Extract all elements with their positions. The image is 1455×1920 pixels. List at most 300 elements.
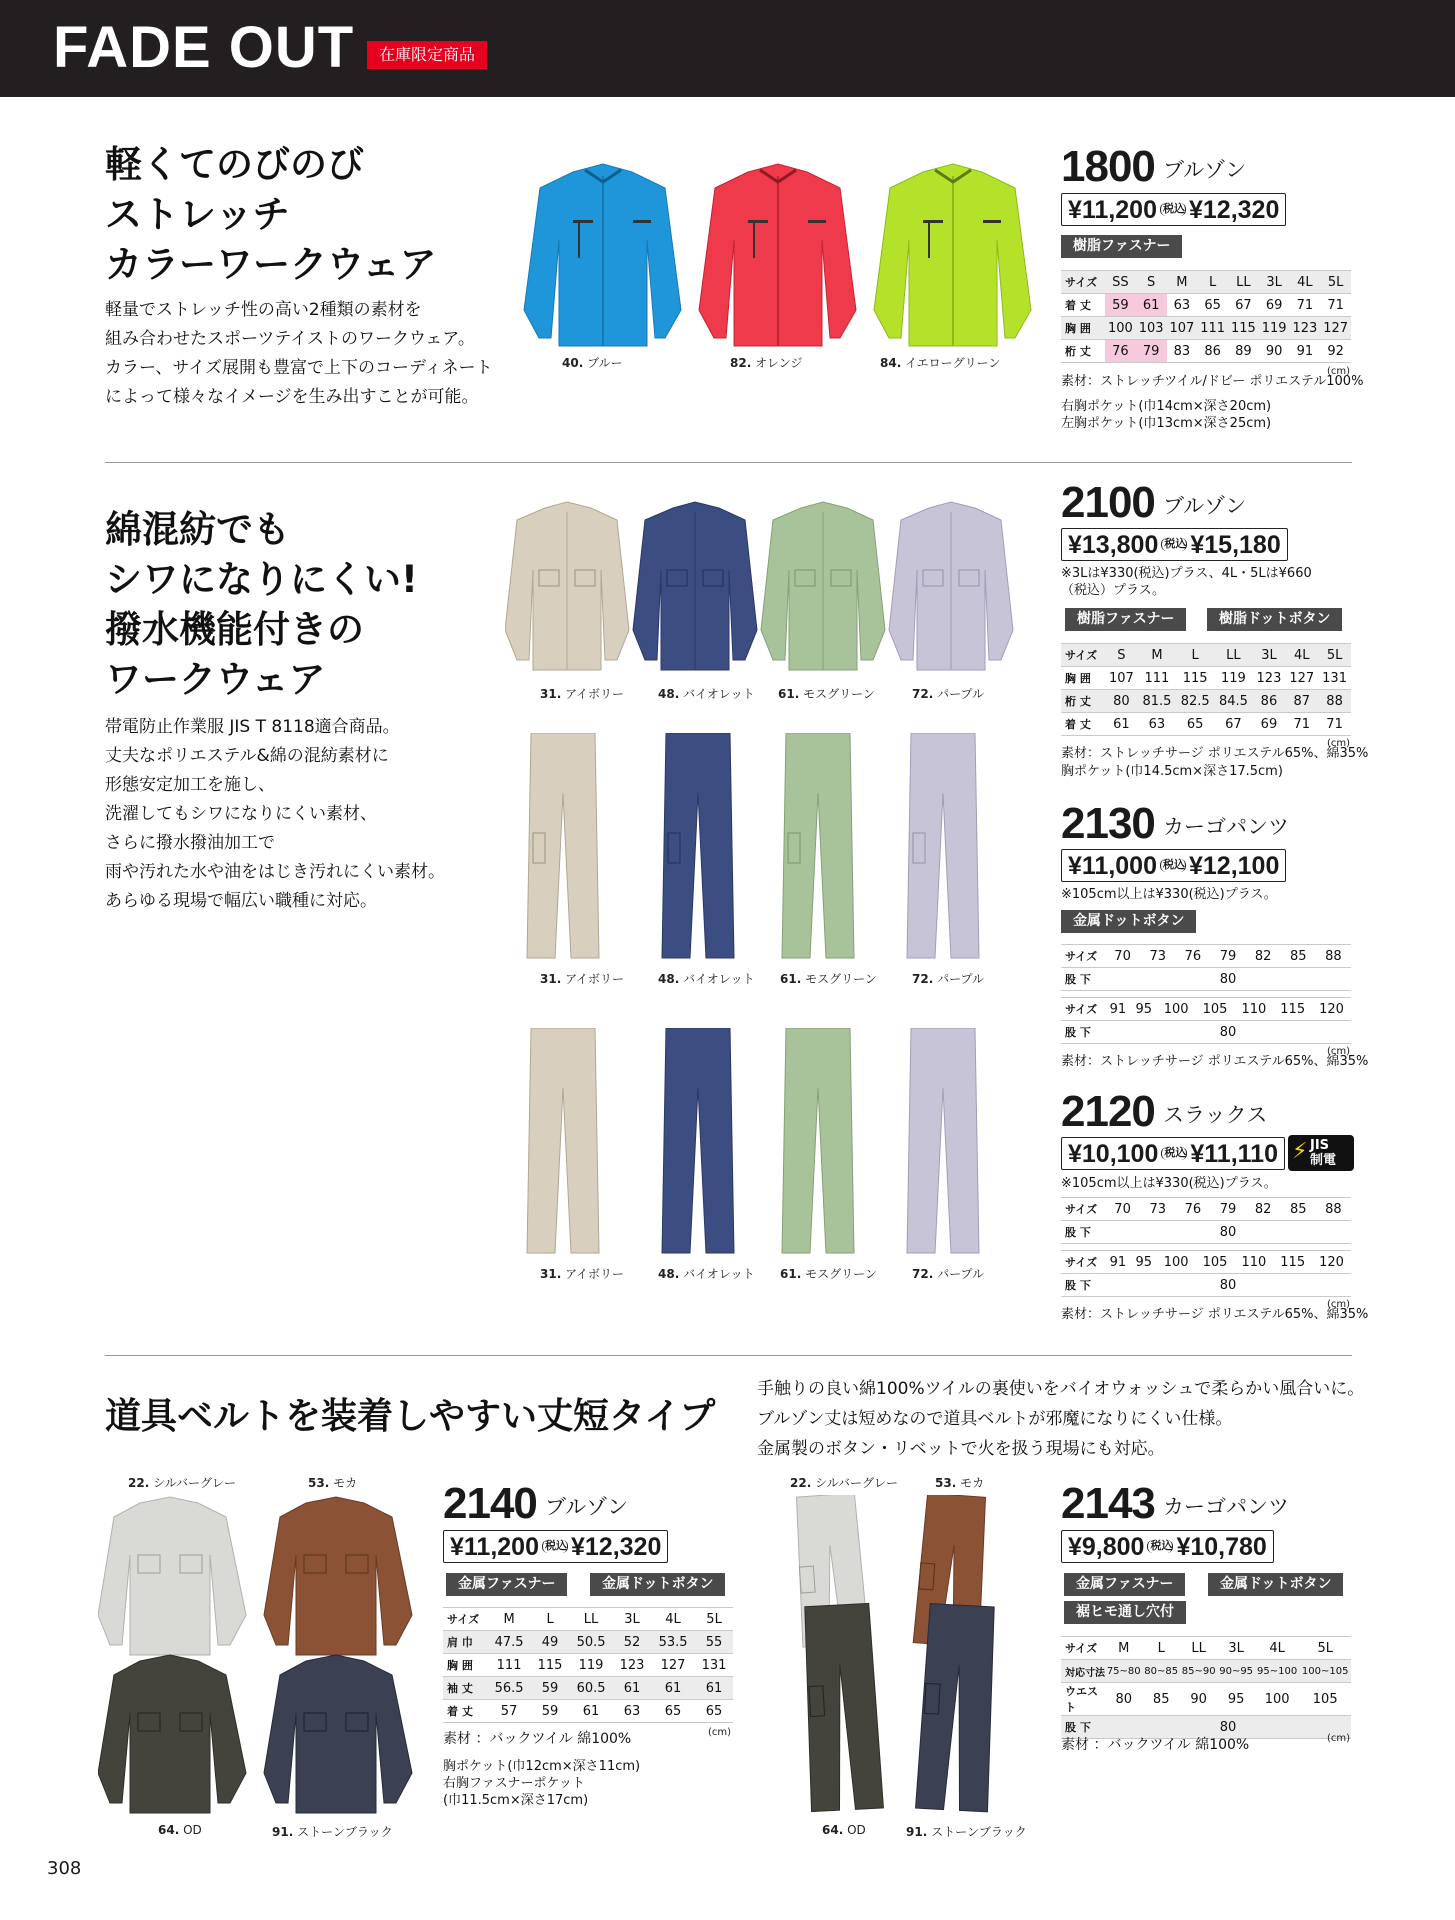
cell: 110 [1234, 998, 1273, 1021]
cell: 80 [1105, 1683, 1142, 1716]
cell: 85 [1281, 1198, 1316, 1221]
swatch-num: 53. [935, 1476, 957, 1490]
model-number: 2130 [1061, 799, 1155, 848]
price-box [443, 1530, 668, 1563]
price: ¥11,200 [450, 1532, 539, 1561]
swatch-num: 31. [540, 1267, 562, 1281]
price-note: ※105cm以上は¥330(税込)プラス。 [1061, 1176, 1277, 1191]
cell: 61 [1105, 713, 1138, 736]
price-note [1061, 565, 1312, 599]
swatch-label [308, 1474, 357, 1491]
brand-title: FADE OUT [53, 15, 355, 80]
cell: 89 [1228, 340, 1259, 363]
cell: LL [1214, 644, 1252, 667]
section1-headline [105, 140, 437, 290]
cell: 65 [651, 1700, 695, 1723]
material-text: 素材：ストレッチサージ ポリエステル65%、綿35% [1061, 1307, 1369, 1322]
cell: 股 下 [1061, 968, 1105, 991]
cell: サイズ [1061, 644, 1105, 667]
swatch-num: 61. [780, 1267, 802, 1281]
table-row [443, 1654, 733, 1677]
cell: 100 [1157, 1251, 1196, 1274]
body-line: 軽量でストレッチ性の高い2種類の素材を [105, 300, 422, 320]
cell: 61 [569, 1700, 613, 1723]
swatch-label [912, 970, 984, 987]
cell: 90 [1180, 1683, 1217, 1716]
cell: 95~100 [1255, 1660, 1300, 1683]
cell: 79 [1136, 340, 1167, 363]
swatch-label [562, 354, 623, 371]
unit-label: (cm) [1327, 366, 1351, 377]
cell: 86 [1253, 690, 1286, 713]
body-line: 組み合わせたスポーツテイストのワークウェア。 [105, 329, 475, 349]
swatch-name: モスグリーン [803, 687, 875, 701]
cell: 61 [1136, 294, 1167, 317]
cell: 105 [1196, 998, 1235, 1021]
swatch-num: 91. [272, 1825, 294, 1839]
jacket-silvergray [98, 1497, 246, 1655]
cell: 4L [651, 1608, 695, 1631]
cell: 115 [1273, 1251, 1312, 1274]
model-number: 2143 [1061, 1479, 1155, 1528]
slacks-purple [907, 1028, 979, 1253]
cell: 4L [1290, 271, 1321, 294]
cell: 79 [1210, 945, 1245, 968]
swatch-label [780, 970, 877, 987]
price-with-tax: ¥12,100 [1189, 851, 1280, 880]
cell: 127 [1320, 317, 1351, 340]
swatch-num: 72. [912, 687, 934, 701]
table-row [1061, 713, 1351, 736]
cell: 69 [1259, 294, 1290, 317]
table-row [1061, 1660, 1351, 1683]
material-text: 素材 ：バックツイル 綿100% [1061, 1737, 1250, 1753]
size-table-2120-a [1061, 1197, 1351, 1244]
cell: 91 [1105, 1251, 1131, 1274]
body-line: 丈夫なポリエステル&綿の混紡素材に [105, 746, 389, 766]
feature-tag: 金属ドットボタン [590, 1573, 725, 1596]
headline-line: 軽くてのびのび [105, 143, 364, 186]
lightning-icon: ⚡ [1292, 1139, 1308, 1164]
limited-stock-badge: 在庫限定商品 [367, 41, 487, 69]
cell: 71 [1320, 294, 1351, 317]
swatch-label [158, 1823, 202, 1837]
cell: 61 [695, 1677, 733, 1700]
cell: 85 [1142, 1683, 1179, 1716]
cell: 50.5 [569, 1631, 613, 1654]
model-number: 2140 [443, 1479, 537, 1528]
cell: サイズ [443, 1608, 487, 1631]
unit-label: (cm) [1327, 738, 1351, 749]
swatch-num: 64. [822, 1823, 844, 1837]
price: ¥11,200 [1068, 195, 1157, 224]
cell: 119 [1214, 667, 1252, 690]
cell: L [531, 1608, 569, 1631]
cell: 100 [1255, 1683, 1300, 1716]
swatch-label [540, 1265, 624, 1282]
cell: 71 [1318, 713, 1351, 736]
pants-stoneblack [916, 1603, 999, 1811]
material-text: 素材：ストレッチツイル/ドビー ポリエステル100% [1061, 374, 1364, 389]
cell: 100~105 [1299, 1660, 1351, 1683]
tax-label: 税込 [1161, 538, 1187, 551]
unit-label: (cm) [1327, 1733, 1351, 1744]
cell: 75~80 [1105, 1660, 1142, 1683]
feature-tag: 樹脂ドットボタン [1207, 608, 1342, 631]
swatch-name: アイボリー [565, 687, 625, 701]
swatch-name: OD [183, 1823, 202, 1837]
cell: L [1142, 1637, 1179, 1660]
note-line: (巾11.5cm×深さ17cm) [443, 1793, 589, 1808]
cell: M [1105, 1637, 1142, 1660]
cell: 81.5 [1138, 690, 1176, 713]
cell: 52 [613, 1631, 651, 1654]
swatch-label [658, 1265, 755, 1282]
table-row [1061, 690, 1351, 713]
tax-label: 税込 [1161, 1147, 1187, 1160]
swatch-label [730, 354, 803, 371]
intro-line: 手触りの良い綿100%ツイルの裏使いをバイオウォッシュで柔らかい風合いに。 [757, 1379, 1365, 1399]
cell: 股 下 [1061, 1274, 1105, 1297]
cell: 着 丈 [1061, 294, 1105, 317]
cargo-pants-mossgreen [782, 733, 854, 958]
price-with-tax: ¥12,320 [571, 1532, 662, 1561]
swatch-num: 82. [730, 356, 752, 370]
jacket-image-blue [515, 160, 690, 350]
size-table-2143 [1061, 1636, 1351, 1739]
table-row [1061, 945, 1351, 968]
cell: 59 [1105, 294, 1136, 317]
table-row [443, 1677, 733, 1700]
table-row [1061, 1683, 1351, 1716]
cell: 股 下 [1061, 1021, 1105, 1044]
cell: 91 [1290, 340, 1321, 363]
section2-body [105, 713, 445, 916]
tax-label: 税込 [1160, 203, 1186, 216]
swatch-num: 31. [540, 972, 562, 986]
cell: 65 [695, 1700, 733, 1723]
note-line: 左胸ポケット(巾13cm×深さ25cm) [1061, 416, 1272, 431]
cell: 79 [1210, 1198, 1245, 1221]
cell: 127 [651, 1654, 695, 1677]
material-text: 素材 ：バックツイル 綿100% [443, 1731, 632, 1747]
cell: 80 [1105, 968, 1351, 991]
size-table-2140 [443, 1607, 733, 1723]
cell: 5L [1299, 1637, 1351, 1660]
cell: 85~90 [1180, 1660, 1217, 1683]
cell: ウエスト [1061, 1683, 1105, 1716]
cell: M [1138, 644, 1176, 667]
model-number: 2120 [1061, 1087, 1155, 1136]
cell: LL [1228, 271, 1259, 294]
cell: 71 [1290, 294, 1321, 317]
swatch-num: 48. [658, 687, 680, 701]
cell: 103 [1136, 317, 1167, 340]
cell: 70 [1105, 1198, 1140, 1221]
feature-tag: 樹脂ファスナー [1065, 608, 1186, 631]
cell: 120 [1312, 998, 1351, 1021]
cell: 85 [1281, 945, 1316, 968]
note-line: 胸ポケット(巾12cm×深さ11cm) [443, 1759, 641, 1774]
price: ¥9,800 [1068, 1532, 1145, 1561]
cell: サイズ [1061, 945, 1105, 968]
cell: L [1197, 271, 1228, 294]
cell: 3L [1253, 644, 1286, 667]
cell: 127 [1285, 667, 1318, 690]
cell: 胸 囲 [443, 1654, 487, 1677]
cargo-pants-purple [907, 733, 979, 958]
swatch-label [658, 685, 755, 702]
cell: 63 [613, 1700, 651, 1723]
cell: 53.5 [651, 1631, 695, 1654]
swatch-name: パープル [937, 972, 985, 986]
page-number: 308 [47, 1858, 82, 1879]
cell: 105 [1299, 1683, 1351, 1716]
cell: 131 [1318, 667, 1351, 690]
table-row [1061, 317, 1351, 340]
table-row [1061, 340, 1351, 363]
cell: 対応寸法 [1061, 1660, 1105, 1683]
cell: 91 [1105, 998, 1131, 1021]
cell: 5L [1320, 271, 1351, 294]
jacket-moca [264, 1497, 412, 1655]
feature-tag: 金属ファスナー [1064, 1573, 1185, 1596]
jacket-ivory [505, 502, 629, 670]
model-number: 2100 [1061, 478, 1155, 527]
price: ¥13,800 [1068, 530, 1159, 559]
cell: 袖 丈 [443, 1677, 487, 1700]
cell: 73 [1140, 945, 1175, 968]
cell: 80 [1105, 690, 1138, 713]
jacket-purple [889, 502, 1013, 670]
swatch-label [128, 1474, 236, 1491]
swatch-num: 64. [158, 1823, 180, 1837]
cell: 82 [1246, 1198, 1281, 1221]
cell: 111 [1197, 317, 1228, 340]
cell: 60.5 [569, 1677, 613, 1700]
table-row [1061, 1221, 1351, 1244]
swatch-label [778, 685, 875, 702]
note-line: 右胸ファスナーポケット [443, 1776, 585, 1791]
cell: 65 [1197, 294, 1228, 317]
table-row [443, 1700, 733, 1723]
swatch-num: 72. [912, 1267, 934, 1281]
cell: 120 [1312, 1251, 1351, 1274]
table-row [1061, 1251, 1351, 1274]
cell: 49 [531, 1631, 569, 1654]
swatch-label [912, 1265, 984, 1282]
swatch-num: 48. [658, 972, 680, 986]
cell: 123 [1253, 667, 1286, 690]
cell: 胸 囲 [1061, 317, 1105, 340]
cell: 111 [487, 1654, 531, 1677]
table-row [1061, 644, 1351, 667]
cell: 123 [1290, 317, 1321, 340]
cell: 107 [1105, 667, 1138, 690]
swatch-name: パープル [937, 687, 985, 701]
swatch-num: 40. [562, 356, 584, 370]
size-table-2130-b [1061, 997, 1351, 1044]
cell: 131 [695, 1654, 733, 1677]
cell: 80 [1105, 1221, 1351, 1244]
price-box [1061, 193, 1286, 226]
size-table-2120-b [1061, 1250, 1351, 1297]
swatch-num: 31. [540, 687, 562, 701]
cell: 95 [1217, 1683, 1254, 1716]
cell: 115 [531, 1654, 569, 1677]
price: ¥11,000 [1068, 851, 1157, 880]
feature-tag: 金属ドットボタン [1208, 1573, 1343, 1596]
cell: 65 [1176, 713, 1214, 736]
swatch-num: 61. [780, 972, 802, 986]
cell: 95 [1131, 998, 1157, 1021]
section1-body [105, 296, 493, 412]
model-type: カーゴパンツ [1163, 815, 1289, 839]
body-line: 洗濯してもシワになりにくい素材、 [105, 804, 377, 824]
cell: 5L [1318, 644, 1351, 667]
size-table-2100 [1061, 643, 1351, 736]
cell: 92 [1320, 340, 1351, 363]
headline-line: シワになりにくい! [105, 558, 418, 601]
cell: 73 [1140, 1198, 1175, 1221]
headline-line: 綿混紡でも [105, 508, 290, 551]
jacket-image-yellowgreen [865, 160, 1040, 350]
slacks-violet [662, 1028, 734, 1253]
cargo-pants-row-2130 [525, 733, 1005, 963]
cell: 82.5 [1176, 690, 1214, 713]
cargo-pants-violet [662, 733, 734, 958]
price-with-tax: ¥10,780 [1176, 1532, 1267, 1561]
table-row [1061, 294, 1351, 317]
cell: SS [1105, 271, 1136, 294]
price-box [1061, 1137, 1285, 1170]
cell: 胸 囲 [1061, 667, 1105, 690]
swatch-label [822, 1823, 866, 1837]
body-line: 形態安定加工を施し、 [105, 775, 275, 795]
cell: 股 下 [1061, 1221, 1105, 1244]
cell: 70 [1105, 945, 1140, 968]
note-line: ※3Lは¥330(税込)プラス、4L・5Lは¥660 [1061, 566, 1312, 581]
cell: 105 [1196, 1251, 1235, 1274]
cell: 100 [1105, 317, 1136, 340]
price-box [1061, 849, 1286, 882]
jacket-mossgreen [761, 502, 885, 670]
cell: 90 [1259, 340, 1290, 363]
jacket-stoneblack [264, 1655, 412, 1813]
headline-line: ストレッチ [105, 193, 290, 236]
tax-label: 税込 [542, 1540, 568, 1553]
cell: 80 [1105, 1716, 1351, 1739]
cell: 47.5 [487, 1631, 531, 1654]
cell: S [1136, 271, 1167, 294]
feature-tag: 裾ヒモ通し穴付 [1064, 1601, 1186, 1624]
cell: 87 [1285, 690, 1318, 713]
cell: 3L [1259, 271, 1290, 294]
model-number: 1800 [1061, 142, 1155, 191]
headline-line: 撥水機能付きの [105, 608, 364, 651]
table-row [1061, 1716, 1351, 1739]
swatch-name: アイボリー [565, 972, 625, 986]
cargo-pants-grid-2143 [790, 1495, 1020, 1815]
cell: 115 [1176, 667, 1214, 690]
slacks-row-2120 [525, 1028, 1005, 1258]
model-type: ブルゾン [1163, 494, 1247, 518]
jacket-violet [633, 502, 757, 670]
cell: 5L [695, 1608, 733, 1631]
cell: 115 [1273, 998, 1312, 1021]
model-type: ブルゾン [545, 1495, 629, 1519]
table-row [1061, 998, 1351, 1021]
swatch-num: 61. [778, 687, 800, 701]
tax-label: 税込 [1147, 1540, 1173, 1553]
cell: 123 [613, 1654, 651, 1677]
section2-headline [105, 505, 418, 705]
cell: 71 [1285, 713, 1318, 736]
note-line: （税込）プラス。 [1061, 583, 1166, 598]
section-divider [105, 1355, 1352, 1356]
slacks-mossgreen [782, 1028, 854, 1253]
feature-tag: 金属ドットボタン [1061, 910, 1196, 933]
body-line: によって様々なイメージを生み出すことが可能。 [105, 387, 479, 407]
swatch-name: バイオレット [683, 687, 755, 701]
size-table-1800 [1061, 270, 1351, 363]
cell: 83 [1167, 340, 1198, 363]
table-row [1061, 271, 1351, 294]
body-line: あらゆる現場で幅広い職種に対応。 [105, 891, 377, 911]
cell: 115 [1228, 317, 1259, 340]
tax-label: 税込 [1160, 859, 1186, 872]
pocket-notes [1061, 398, 1271, 432]
swatch-label [540, 685, 624, 702]
cell: 76 [1105, 340, 1136, 363]
model-type: ブルゾン [1163, 158, 1247, 182]
cell: 59 [531, 1677, 569, 1700]
section3-intro [757, 1374, 1364, 1464]
swatch-num: 48. [658, 1267, 680, 1281]
swatch-name: パープル [937, 1267, 985, 1281]
cell: 90~95 [1217, 1660, 1254, 1683]
swatch-label [880, 354, 1000, 371]
cell: サイズ [1061, 271, 1105, 294]
cell: 76 [1175, 1198, 1210, 1221]
swatch-label [272, 1823, 393, 1840]
price-with-tax: ¥11,110 [1190, 1139, 1278, 1168]
swatch-name: シルバーグレー [815, 1476, 898, 1490]
swatch-label [658, 970, 755, 987]
swatch-num: 72. [912, 972, 934, 986]
feature-tag: 樹脂ファスナー [1061, 235, 1182, 258]
pants-od [801, 1603, 884, 1811]
headline-line: カラーワークウェア [105, 243, 437, 286]
price-note: ※105cm以上は¥330(税込)プラス。 [1061, 887, 1277, 902]
jacket-row-2100 [505, 500, 1015, 680]
cell: 着 丈 [443, 1700, 487, 1723]
cell: 61 [613, 1677, 651, 1700]
unit-label: (cm) [1327, 1046, 1351, 1057]
table-row [443, 1631, 733, 1654]
swatch-name: モカ [333, 1476, 358, 1490]
cell: 67 [1214, 713, 1252, 736]
cell: 88 [1316, 1198, 1351, 1221]
cell: サイズ [1061, 1251, 1105, 1274]
cell: 119 [1259, 317, 1290, 340]
cell: 55 [695, 1631, 733, 1654]
swatch-name: モスグリーン [805, 1267, 877, 1281]
price-box [1061, 528, 1288, 561]
cell: 69 [1253, 713, 1286, 736]
cell: 100 [1157, 998, 1196, 1021]
swatch-label [935, 1474, 984, 1491]
